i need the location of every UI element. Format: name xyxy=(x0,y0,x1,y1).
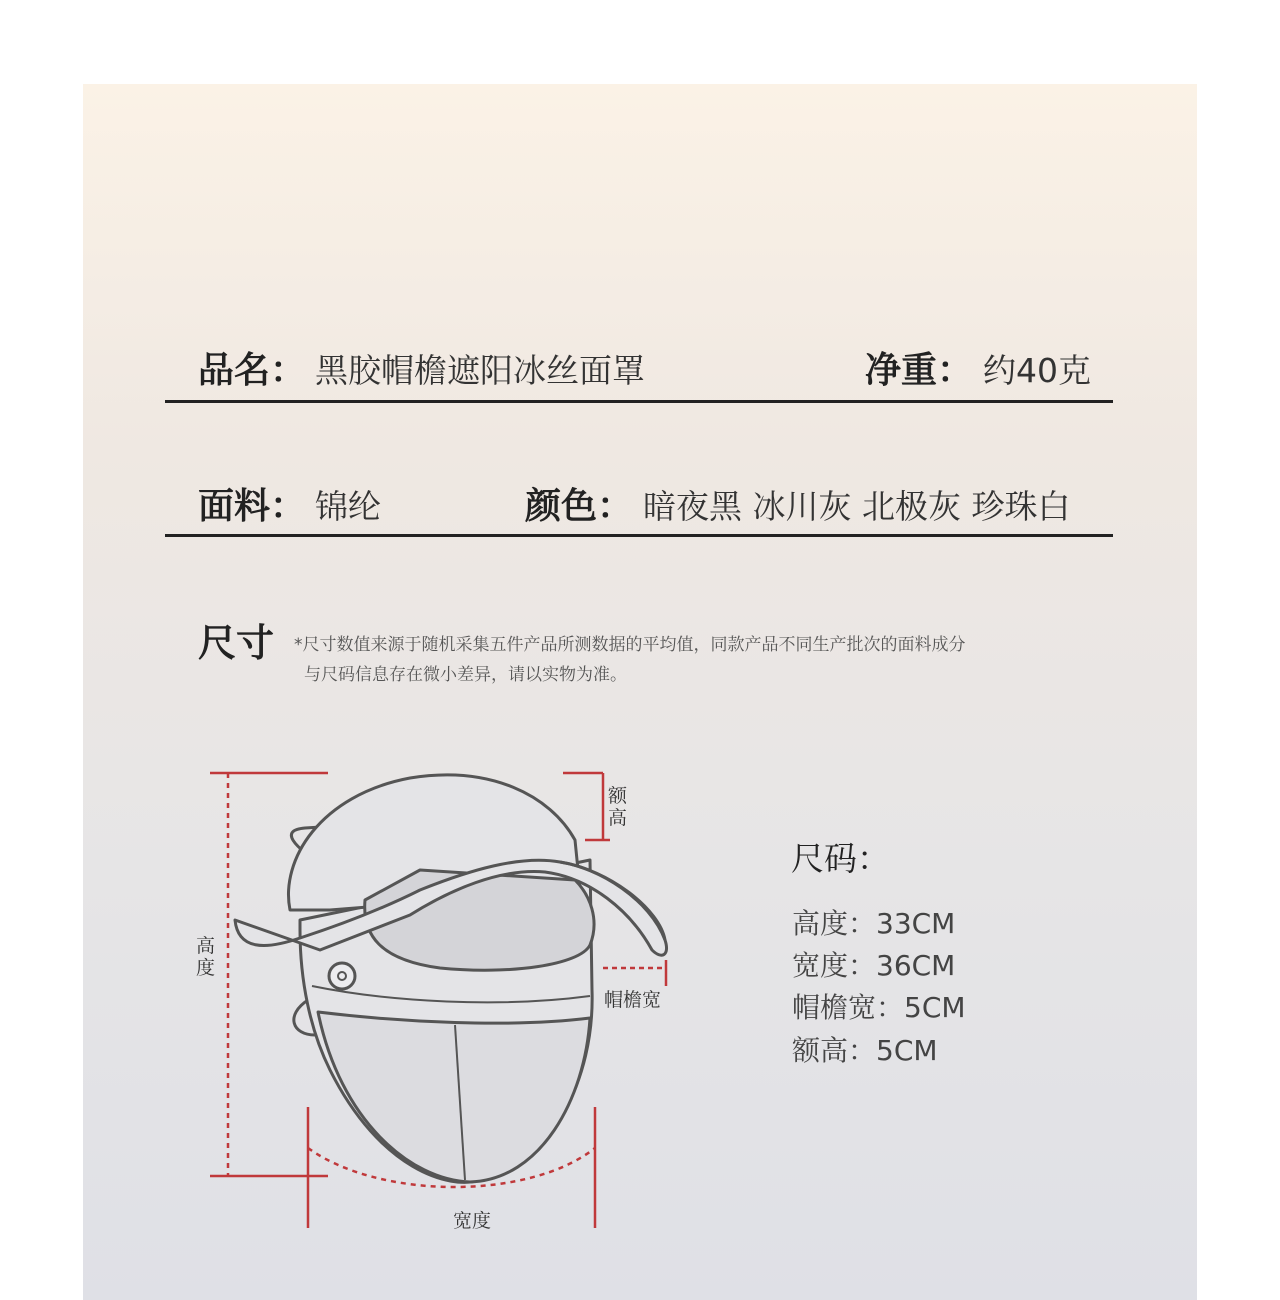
weight-value: 约40克 xyxy=(983,351,1091,390)
spec-height: 高度：33CM xyxy=(792,907,956,940)
material-value: 锦纶 xyxy=(315,487,381,526)
weight-label: 净重： xyxy=(865,350,974,391)
spec-title: 尺码： xyxy=(791,839,890,878)
forehead-dim-label: 额高 xyxy=(608,785,628,829)
size-title: 尺寸 xyxy=(198,621,275,665)
brim-dim-label: 帽檐宽 xyxy=(604,989,662,1011)
spec-brim-width: 帽檐宽：5CM xyxy=(792,991,966,1024)
spec-forehead-height: 额高：5CM xyxy=(792,1034,938,1067)
side-button xyxy=(329,963,355,989)
size-note-line2: 与尺码信息存在微小差异，请以实物为准。 xyxy=(304,665,627,685)
spec-width: 宽度：36CM xyxy=(792,949,956,982)
info-row-material-color xyxy=(165,476,1113,537)
name-label: 品名： xyxy=(198,350,307,391)
neck-flap xyxy=(318,1012,590,1182)
size-note xyxy=(294,630,1094,690)
name-value: 黑胶帽檐遮阳冰丝面罩 xyxy=(315,351,645,390)
color-value: 暗夜黑 冰川灰 北极灰 珍珠白 xyxy=(643,487,1071,526)
info-row-name-weight xyxy=(165,340,1113,403)
width-dim-label: 宽度 xyxy=(453,1210,492,1232)
material-label: 面料： xyxy=(198,486,307,527)
size-note-line1: *尺寸数值来源于随机采集五件产品所测数据的平均值，同款产品不同生产批次的面料成分 xyxy=(294,635,966,655)
color-label: 颜色： xyxy=(525,486,634,527)
height-dim-label: 高度 xyxy=(196,935,216,979)
